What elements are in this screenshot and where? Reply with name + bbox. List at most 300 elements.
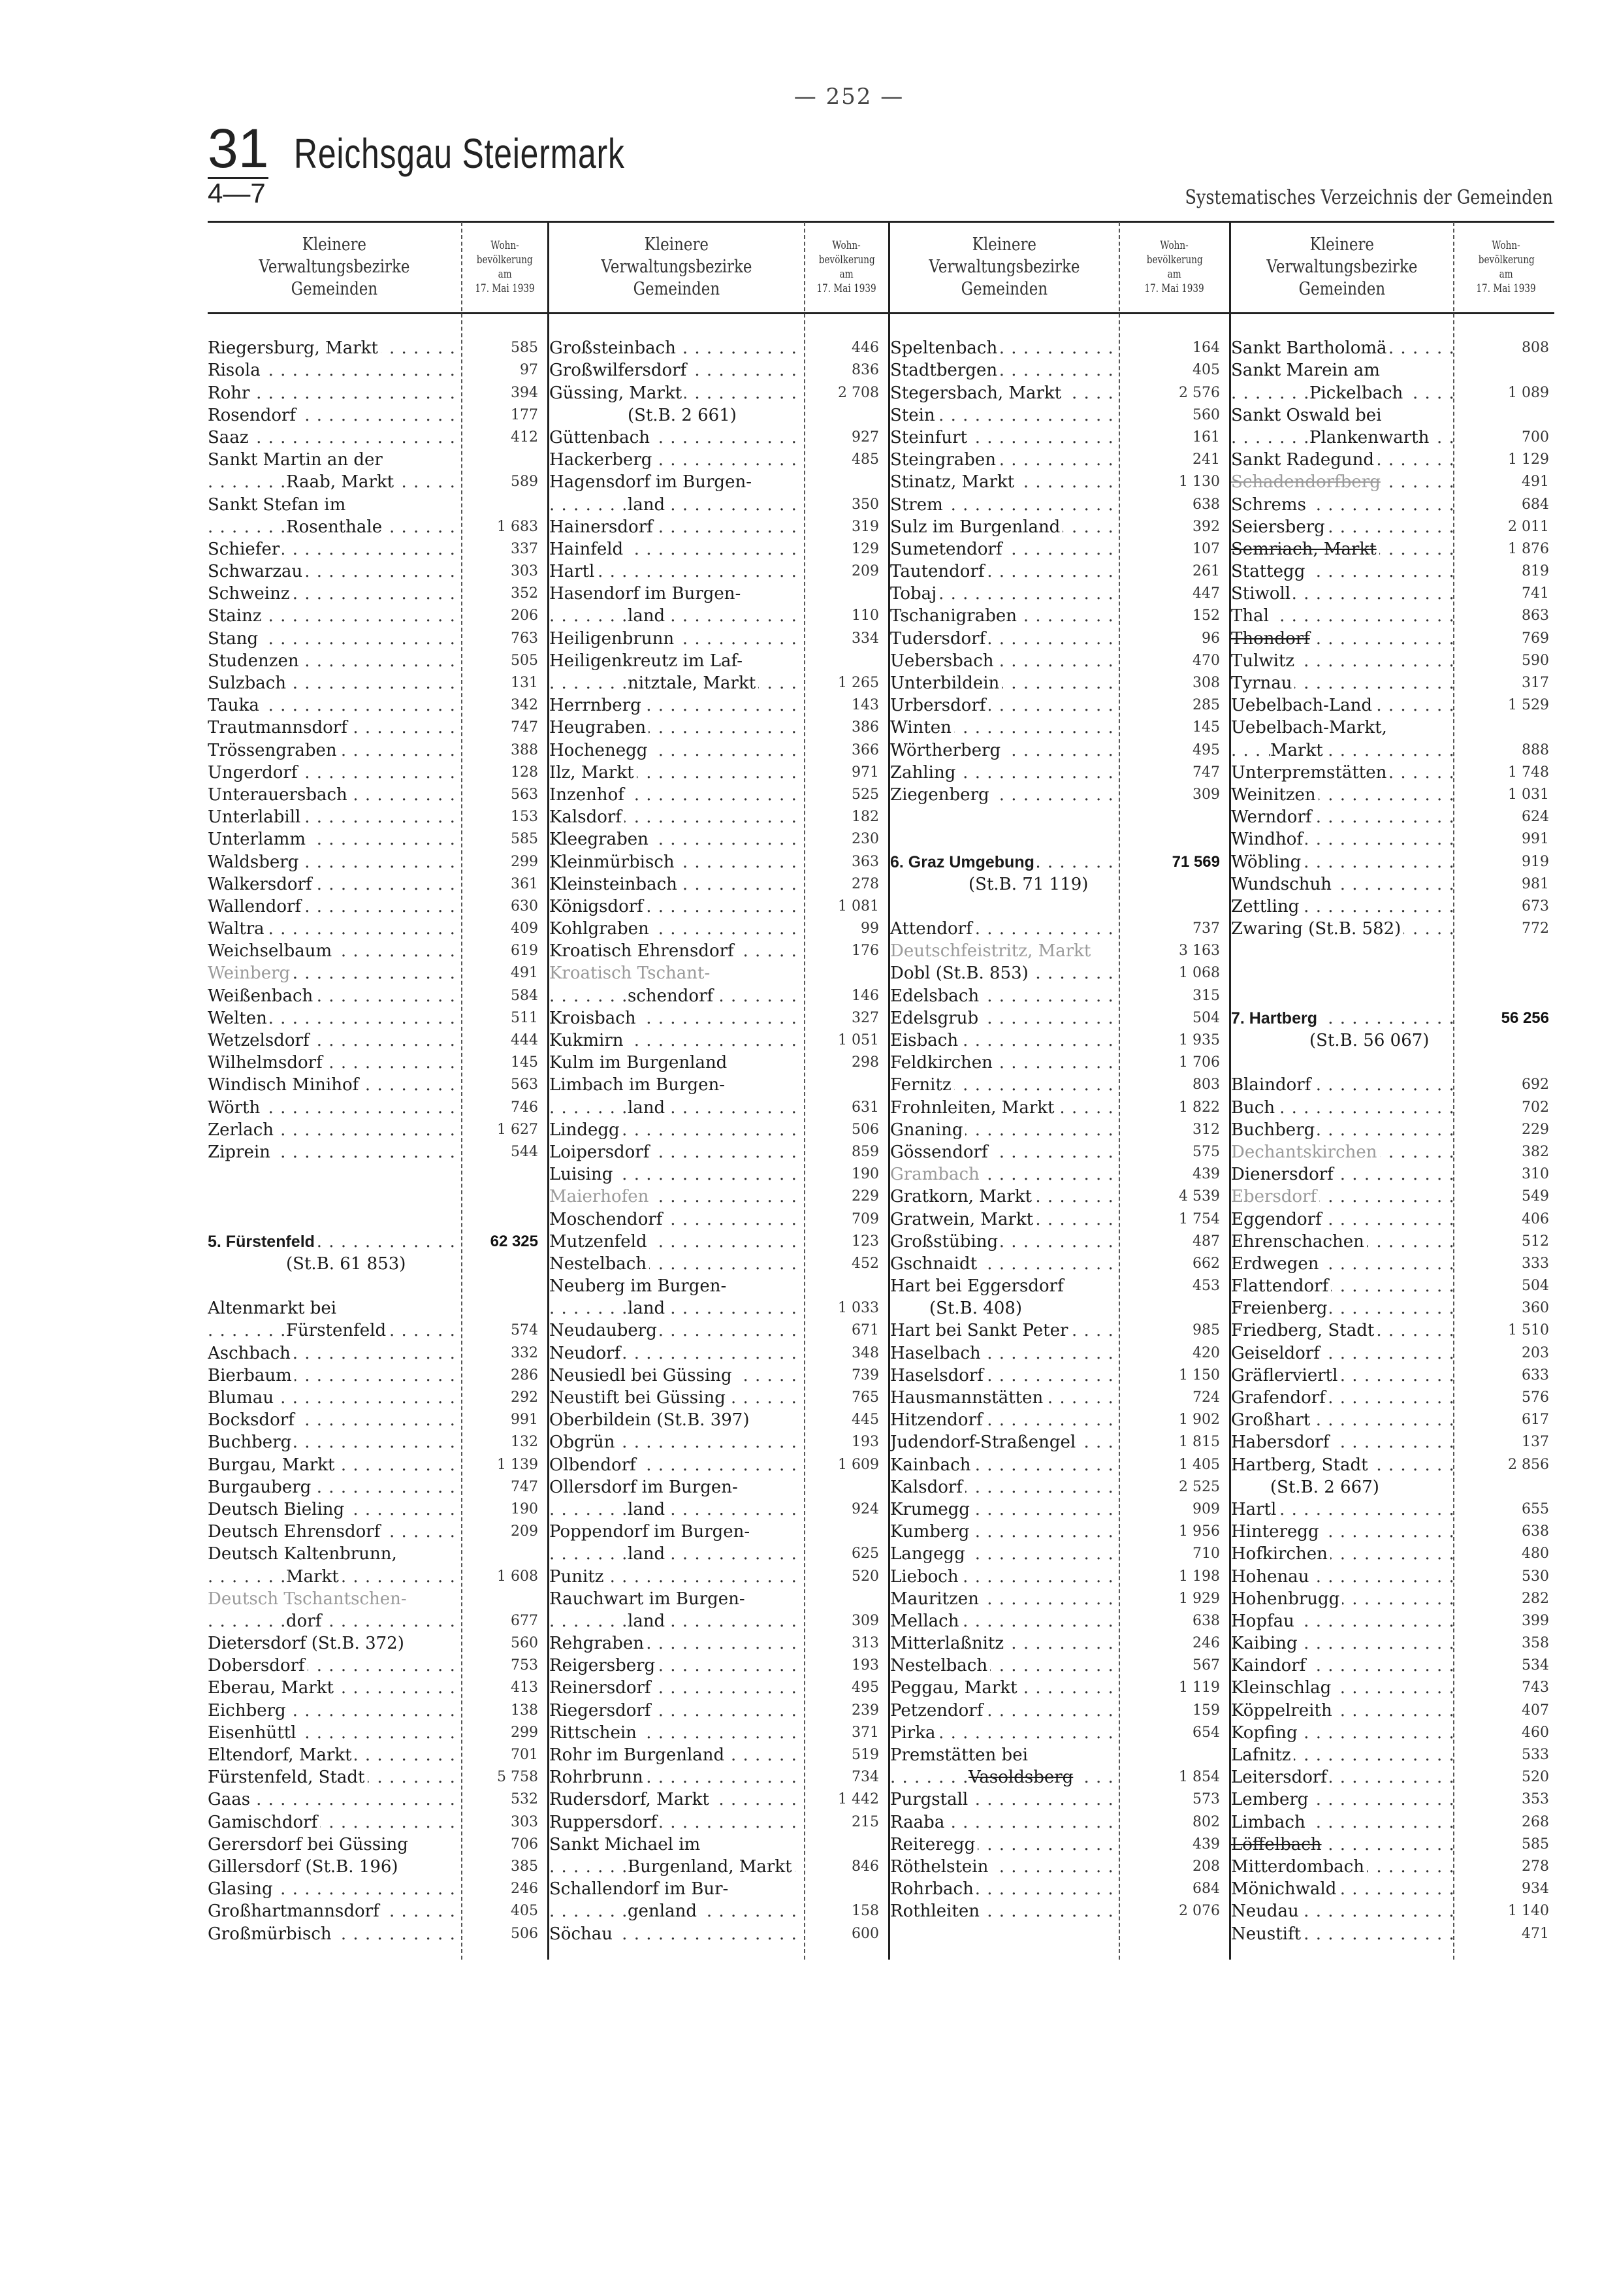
municipality-row: [549, 1184, 804, 1206]
municipality-name-text: Risola: [208, 361, 263, 380]
municipality-row: [549, 1229, 804, 1252]
municipality-name: [890, 1544, 1119, 1564]
population-value: 560: [511, 1635, 538, 1652]
population-row: [1454, 515, 1558, 537]
municipality-name: [1231, 1901, 1453, 1921]
population-row: [1454, 1206, 1558, 1229]
municipality-name-text: dorf: [286, 1611, 324, 1631]
municipality-name-text: Heiligenkreutz im Laf-: [549, 651, 745, 671]
municipality-row: [1231, 737, 1453, 760]
population-row: [1120, 1721, 1229, 1743]
municipality-row: [208, 1184, 461, 1206]
municipality-name-text: Schallendorf im Bur-: [549, 1879, 731, 1899]
population-row: [462, 380, 547, 402]
municipality-name: [549, 875, 804, 894]
municipality-name-text: Hohenbrugg: [1231, 1589, 1342, 1609]
municipality-row: [890, 358, 1119, 380]
population-row: [805, 916, 888, 939]
municipality-name-text: Großstübing: [890, 1232, 1001, 1252]
municipality-name-text: Markt: [286, 1567, 342, 1587]
municipality-name-text: Limbach im Burgen-: [549, 1075, 728, 1095]
municipality-row: [1231, 1631, 1453, 1653]
population-row: [462, 1497, 547, 1519]
population-row: [805, 1899, 888, 1921]
population-row: [1454, 671, 1558, 693]
municipality-name-text: Obgrün: [549, 1432, 618, 1452]
population-value: 491: [511, 965, 538, 982]
population-row: [805, 1475, 888, 1497]
municipality-name: [890, 1611, 1119, 1631]
population-value: 246: [1193, 1635, 1220, 1652]
municipality-row: [890, 1653, 1119, 1675]
population-row: [462, 1698, 547, 1720]
municipality-row: [208, 1698, 461, 1720]
population-row: [1454, 626, 1558, 648]
population-row: [462, 559, 547, 581]
population-value: 193: [852, 1657, 879, 1674]
population-value: 1 854: [1179, 1769, 1220, 1786]
municipality-name-text: Urbersdorf: [890, 696, 989, 715]
municipality-row: [890, 894, 1119, 916]
municipality-name-text: Hofkirchen: [1231, 1544, 1330, 1564]
population-row: [805, 1675, 888, 1698]
population-row: [1454, 1073, 1558, 1095]
population-row: [805, 470, 888, 492]
municipality-name: [549, 383, 804, 403]
municipality-row: [208, 916, 461, 939]
municipality-name: [1231, 540, 1453, 559]
municipality-name-text: (St.B. 71 119): [969, 875, 1091, 894]
population-value: 654: [1193, 1724, 1220, 1741]
population-row: [462, 1408, 547, 1430]
municipality-name-text: Langegg: [890, 1544, 968, 1564]
population-value: 385: [511, 1858, 538, 1875]
population-row: [1120, 1430, 1229, 1452]
municipality-name: [890, 1745, 1119, 1765]
municipality-name-text: Kleinsteinbach: [549, 875, 680, 894]
population-row: [805, 849, 888, 871]
municipality-row: [208, 403, 461, 425]
population-row: [805, 1028, 888, 1050]
population-value: 405: [511, 1903, 538, 1920]
municipality-name-text: Hartl: [549, 562, 597, 581]
municipality-name-text: Ziegenberg: [890, 785, 992, 805]
population-value: 741: [1522, 585, 1549, 602]
municipality-name: [1231, 562, 1453, 581]
municipality-name: [208, 741, 461, 760]
municipality-name: [208, 1544, 461, 1564]
population-value: 439: [1193, 1166, 1220, 1183]
population-value: 638: [1193, 496, 1220, 513]
municipality-row: [549, 1519, 804, 1542]
municipality-name: [208, 807, 461, 827]
population-value: 342: [511, 697, 538, 714]
population-row: [1120, 447, 1229, 470]
municipality-name: [1231, 1098, 1453, 1118]
municipality-name: [1231, 1432, 1453, 1452]
population-value: 1 129: [1508, 451, 1549, 468]
population-value: 520: [852, 1568, 879, 1585]
municipality-name-text: Leitersdorf: [1231, 1768, 1330, 1787]
population-value: 662: [1193, 1255, 1220, 1272]
population-value: 278: [1522, 1858, 1549, 1875]
municipality-row: [549, 1385, 804, 1408]
population-row: [462, 1162, 547, 1184]
municipality-name-text: Eberau, Markt: [208, 1678, 336, 1698]
municipality-name-text: Trautmannsdorf: [208, 718, 350, 737]
municipality-name-text: 6. Graz Umgebung: [890, 853, 1037, 871]
population-value: 743: [1522, 1679, 1549, 1696]
population-value: 317: [1522, 675, 1549, 691]
municipality-row: [1231, 1698, 1453, 1720]
population-value: 544: [511, 1143, 538, 1160]
municipality-row: [549, 447, 804, 470]
municipality-name-text: land: [628, 1299, 667, 1318]
population-row: [1120, 1206, 1229, 1229]
municipality-name-text: Wörtherberg: [890, 741, 1003, 760]
population-column-header: Wohn- bevölkerung am 17. Mai 1939: [475, 239, 535, 295]
population-row: [805, 1340, 888, 1363]
population-value: 460: [1522, 1724, 1549, 1741]
municipality-name: [1231, 963, 1453, 983]
municipality-row: [890, 1877, 1119, 1899]
municipality-row: [208, 1296, 461, 1318]
municipality-row: [1231, 425, 1453, 447]
municipality-name: [208, 1232, 461, 1252]
municipality-name: [890, 696, 1119, 715]
municipality-name: [208, 1634, 461, 1653]
population-row: [805, 1363, 888, 1385]
municipality-name-text: Punitz: [549, 1567, 606, 1587]
population-row: [805, 403, 888, 425]
municipality-name-text: Dobersdorf: [208, 1656, 308, 1675]
population-row: [462, 649, 547, 671]
municipality-row: [208, 1765, 461, 1787]
municipality-row: [890, 1206, 1119, 1229]
population-row: [1120, 961, 1229, 983]
municipality-name-text: Lindegg: [549, 1120, 622, 1140]
population-value: 229: [1522, 1121, 1549, 1138]
population-row: [1120, 1118, 1229, 1140]
page-number: — 252 —: [793, 84, 905, 110]
population-value: 763: [511, 630, 538, 647]
municipality-name-text: Buchberg: [1231, 1120, 1317, 1140]
municipality-row: [549, 380, 804, 402]
population-row: [805, 1252, 888, 1274]
population-value: 684: [1522, 496, 1549, 513]
municipality-name-text: land: [628, 1544, 667, 1564]
municipality-name-text: Friedberg, Stadt: [1231, 1321, 1377, 1340]
municipality-name: [890, 1701, 1119, 1721]
population-row: [462, 1430, 547, 1452]
municipality-name-text: Tyrnau: [1231, 673, 1294, 693]
municipality-name: [1231, 517, 1453, 537]
municipality-name-text: Riegersburg, Markt: [208, 338, 381, 358]
municipality-name: [208, 651, 461, 671]
municipality-name-text: Gratwein, Markt: [890, 1210, 1036, 1229]
municipality-name-text: Tauka: [208, 696, 262, 715]
municipality-row: [890, 537, 1119, 559]
municipality-name-text: Reiteregg: [890, 1835, 978, 1854]
population-value: 5 758: [497, 1769, 538, 1786]
population-row: [1120, 336, 1229, 358]
municipality-row: [890, 1452, 1119, 1474]
municipality-name: [549, 1075, 804, 1095]
municipality-name-text: Wörth: [208, 1098, 263, 1118]
municipality-name: [208, 673, 461, 693]
municipality-name: [1231, 651, 1453, 671]
population-row: [1120, 1452, 1229, 1474]
municipality-name-text: Raab, Markt: [286, 472, 396, 492]
population-value: 1 706: [1179, 1054, 1220, 1071]
municipality-name: [1231, 1478, 1453, 1497]
municipality-name-text: Zettling: [1231, 897, 1302, 916]
municipality-name: [890, 1410, 1119, 1430]
municipality-name: [549, 1276, 804, 1296]
municipality-name-text: Hart bei Eggersdorf: [890, 1276, 1066, 1296]
municipality-name-text: Ehrenschachen: [1231, 1232, 1367, 1252]
municipality-name-text: Gnaning: [890, 1120, 965, 1140]
population-row: [462, 358, 547, 380]
population-row: [1120, 671, 1229, 693]
population-row: [1454, 783, 1558, 805]
population-row: [462, 470, 547, 492]
municipality-row: [208, 604, 461, 626]
municipality-row: [208, 760, 461, 783]
municipality-name: [1231, 1276, 1453, 1296]
municipality-name-text: Mönichwald: [1231, 1879, 1339, 1899]
population-row: [462, 1296, 547, 1318]
municipality-name: [208, 1723, 461, 1743]
municipality-row: [549, 492, 804, 514]
population-row: [462, 872, 547, 894]
population-row: [805, 336, 888, 358]
municipality-name-text: land: [628, 1500, 667, 1519]
population-row: [1454, 1698, 1558, 1720]
municipality-row: [549, 1721, 804, 1743]
municipality-name-text: Sankt Stefan im: [208, 495, 348, 515]
municipality-row: [1231, 1050, 1453, 1073]
population-value: 772: [1522, 920, 1549, 937]
municipality-name: [890, 1678, 1119, 1698]
municipality-name-text: Flattendorf: [1231, 1276, 1331, 1296]
population-row: [1454, 470, 1558, 492]
population-value: 584: [511, 987, 538, 1004]
municipality-row: [1231, 649, 1453, 671]
municipality-name-text: Burgau, Markt: [208, 1455, 337, 1475]
municipality-name: [890, 1321, 1119, 1340]
population-value: 56 256: [1501, 1009, 1549, 1027]
population-row: [462, 783, 547, 805]
population-row: [462, 1809, 547, 1832]
municipality-name: [890, 986, 1119, 1006]
population-row: [1120, 1408, 1229, 1430]
municipality-name: [890, 1500, 1119, 1519]
population-row: [1120, 939, 1229, 961]
population-row: [462, 1252, 547, 1274]
population-value: 619: [511, 943, 538, 960]
population-row: [805, 961, 888, 983]
population-value: 371: [852, 1724, 879, 1741]
population-value: 137: [1522, 1434, 1549, 1451]
population-value: 671: [852, 1322, 879, 1339]
population-row: [1454, 1497, 1558, 1519]
municipality-name-text: Stiwoll: [1231, 584, 1293, 604]
municipality-row: [549, 1698, 804, 1720]
population-row: [1120, 1073, 1229, 1095]
municipality-row: [208, 1252, 461, 1274]
population-row: [805, 760, 888, 783]
population-row: [1454, 380, 1558, 402]
population-value: 1 902: [1179, 1412, 1220, 1429]
population-row: [462, 492, 547, 514]
population-value: 927: [852, 428, 879, 445]
population-row: [462, 1452, 547, 1474]
municipality-row: [208, 1519, 461, 1542]
population-value: 700: [1522, 428, 1549, 445]
population-row: [1120, 1587, 1229, 1609]
population-value: 298: [852, 1054, 879, 1071]
municipality-name: [208, 1701, 461, 1721]
population-row: [1120, 1765, 1229, 1787]
population-row: [1454, 1899, 1558, 1921]
municipality-name-text: Lieboch: [890, 1567, 961, 1587]
population-value: 131: [511, 675, 538, 691]
municipality-name: [1231, 897, 1453, 916]
population-row: [805, 894, 888, 916]
population-row: [1454, 1765, 1558, 1787]
population-row: [1454, 1631, 1558, 1653]
population-value: 363: [852, 853, 879, 870]
municipality-name-text: Stattegg: [1231, 562, 1307, 581]
population-row: [462, 1587, 547, 1609]
municipality-name-text: Dechantskirchen: [1231, 1142, 1380, 1162]
municipality-row: [208, 1653, 461, 1675]
population-row: [1454, 1162, 1558, 1184]
population-value: 209: [511, 1523, 538, 1540]
municipality-name-text: Hart bei Sankt Peter: [890, 1321, 1070, 1340]
population-value: 278: [852, 875, 879, 892]
population-value: 1 609: [838, 1456, 879, 1473]
municipality-name-text: Windisch Minihof: [208, 1075, 361, 1095]
population-value: 412: [511, 428, 538, 445]
municipality-name: [208, 919, 461, 939]
municipality-name-text: Sumetendorf: [890, 540, 1005, 559]
municipality-name-text: Hackerberg: [549, 450, 654, 470]
municipality-name-text: Blumau: [208, 1388, 276, 1408]
population-value: 1 754: [1179, 1210, 1220, 1227]
municipality-row: [890, 1809, 1119, 1832]
municipality-name-text: Sankt Martin an der: [208, 450, 385, 470]
population-row: [462, 447, 547, 470]
municipality-name: [890, 1879, 1119, 1899]
municipality-name: [1231, 1723, 1453, 1743]
population-row: [462, 1363, 547, 1385]
municipality-name-text: (St.B. 408): [929, 1299, 1025, 1318]
municipality-name: [1231, 807, 1453, 827]
table-column-2: [547, 222, 888, 1960]
municipality-name: [208, 1276, 461, 1296]
population-value: 924: [852, 1500, 879, 1517]
municipality-name: [1231, 1835, 1453, 1854]
municipality-name: [208, 1745, 461, 1765]
municipality-row: [890, 1340, 1119, 1363]
municipality-name: [549, 1567, 804, 1587]
municipality-name-text: Heugraben: [549, 718, 648, 737]
municipality-row: [549, 760, 804, 783]
municipality-row: [549, 1206, 804, 1229]
population-value: 724: [1193, 1389, 1220, 1406]
population-row: [462, 1899, 547, 1921]
municipality-name: [890, 1366, 1119, 1385]
population-value: 1 442: [838, 1791, 879, 1808]
population-row: [805, 1006, 888, 1028]
municipality-row: [549, 1564, 804, 1586]
population-row: [1454, 358, 1558, 380]
municipality-row: [1231, 671, 1453, 693]
population-row: [462, 1877, 547, 1899]
population-row: [1454, 1118, 1558, 1140]
population-value: 803: [1193, 1076, 1220, 1093]
population-row: [462, 515, 547, 537]
municipality-name: [208, 450, 461, 470]
municipality-name: [549, 941, 804, 961]
municipality-row: [549, 1118, 804, 1140]
municipality-name: [549, 495, 804, 515]
population-row: [462, 849, 547, 871]
municipality-name: [890, 1210, 1119, 1229]
municipality-row: [549, 1653, 804, 1675]
municipality-name: [890, 1768, 1119, 1787]
municipality-name-text: Hochenegg: [549, 741, 650, 760]
population-row: [1120, 604, 1229, 626]
population-value: 1 150: [1179, 1366, 1220, 1383]
municipality-row: [208, 1274, 461, 1296]
municipality-name: [1231, 1567, 1453, 1587]
municipality-row: [549, 559, 804, 581]
municipality-name-text: Dienersdorf: [1231, 1165, 1336, 1184]
population-value: 319: [852, 518, 879, 535]
municipality-name: [890, 1075, 1119, 1095]
municipality-name-text: Sankt Radegund: [1231, 450, 1377, 470]
municipality-row: [890, 1675, 1119, 1698]
population-row: [805, 604, 888, 626]
population-value: 310: [1522, 1166, 1549, 1183]
municipality-name-text: Fernitz: [890, 1075, 954, 1095]
municipality-row: [890, 916, 1119, 939]
municipality-name: [208, 1075, 461, 1095]
municipality-name: [549, 361, 804, 380]
population-value: 706: [511, 1835, 538, 1852]
population-value: 406: [1522, 1210, 1549, 1227]
population-value: 176: [852, 943, 879, 960]
municipality-row: [549, 1675, 804, 1698]
population-row: [805, 1050, 888, 1073]
municipality-name-text: Werndorf: [1231, 807, 1315, 827]
population-row: [1120, 1184, 1229, 1206]
municipality-row: [1231, 1921, 1453, 1943]
population-row: [462, 1073, 547, 1095]
population-row: [1120, 626, 1229, 648]
municipality-row: [208, 1743, 461, 1765]
municipality-name-text: Tudersdorf: [890, 629, 988, 649]
population-row: [462, 626, 547, 648]
municipality-name: [890, 540, 1119, 559]
municipality-row: [549, 1296, 804, 1318]
municipality-name: [549, 1009, 804, 1028]
municipality-name: [549, 562, 804, 581]
population-value: 241: [1193, 451, 1220, 468]
